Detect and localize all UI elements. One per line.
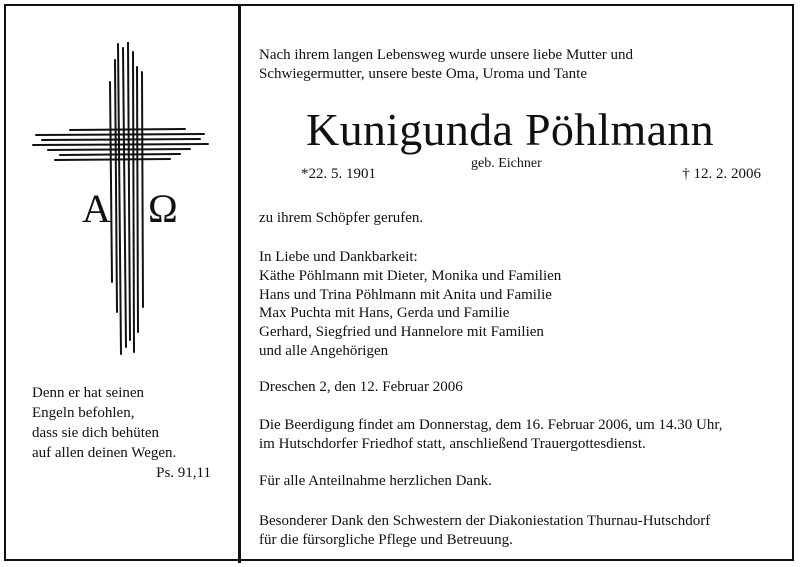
maiden-name: geb. Eichner bbox=[471, 156, 542, 171]
column-divider bbox=[238, 4, 241, 563]
mourner-line: und alle Angehörigen bbox=[259, 342, 389, 359]
intro-line: Schwiegermutter, unsere beste Oma, Uroma und Tante bbox=[259, 66, 587, 82]
verse-line: Denn er hat seinen bbox=[32, 385, 145, 401]
birth-date: *22. 5. 1901 bbox=[301, 166, 376, 182]
verse-line: auf allen deinen Wegen. bbox=[32, 445, 177, 461]
funeral-info bbox=[259, 416, 789, 454]
deceased-name: Kunigunda Pöhlmann bbox=[306, 104, 714, 155]
special-thanks-line: Besonderer Dank den Schwestern der Diakoniestation Thurnau-Hutschdorf bbox=[259, 513, 711, 529]
alpha-symbol: Α bbox=[82, 186, 111, 231]
mourners-heading: In Liebe und Dankbarkeit: bbox=[259, 249, 418, 265]
mourner-line: Käthe Pöhlmann mit Dieter, Monika und Familien bbox=[259, 267, 562, 284]
bible-verse bbox=[30, 383, 215, 483]
mourner-line: Max Puchta mit Hans, Gerda und Familie bbox=[259, 305, 510, 322]
called-home-text: zu ihrem Schöpfer gerufen. bbox=[259, 210, 424, 226]
intro-line: Nach ihrem langen Lebensweg wurde unsere liebe Mutter und bbox=[259, 47, 634, 63]
funeral-line: Die Beerdigung findet am Donnerstag, dem 16. Februar 2006, um 14.30 Uhr, bbox=[259, 417, 723, 433]
mourner-line: Hans und Trina Pöhlmann mit Anita und Familie bbox=[259, 286, 552, 303]
life-dates bbox=[259, 156, 761, 184]
verse-line: dass sie dich behüten bbox=[32, 425, 160, 441]
funeral-line: im Hutschdorfer Friedhof statt, anschließend Trauergottesdienst. bbox=[259, 435, 646, 452]
verse-line: Engeln befohlen, bbox=[32, 405, 135, 421]
intro-text bbox=[259, 46, 779, 84]
verse-reference: Ps. 91,11 bbox=[156, 465, 211, 481]
special-thanks-line: für die fürsorgliche Pflege und Betreuung. bbox=[259, 531, 513, 548]
special-thanks bbox=[259, 512, 789, 550]
mourners-block bbox=[259, 248, 789, 361]
death-date: † 12. 2. 2006 bbox=[682, 166, 761, 182]
thanks-text: Für alle Anteilnahme herzlichen Dank. bbox=[259, 473, 492, 489]
cross-icon bbox=[30, 42, 210, 357]
place-date: Dreschen 2, den 12. Februar 2006 bbox=[259, 379, 463, 395]
omega-symbol: Ω bbox=[148, 186, 178, 231]
mourner-line: Gerhard, Siegfried und Hannelore mit Familien bbox=[259, 324, 544, 341]
